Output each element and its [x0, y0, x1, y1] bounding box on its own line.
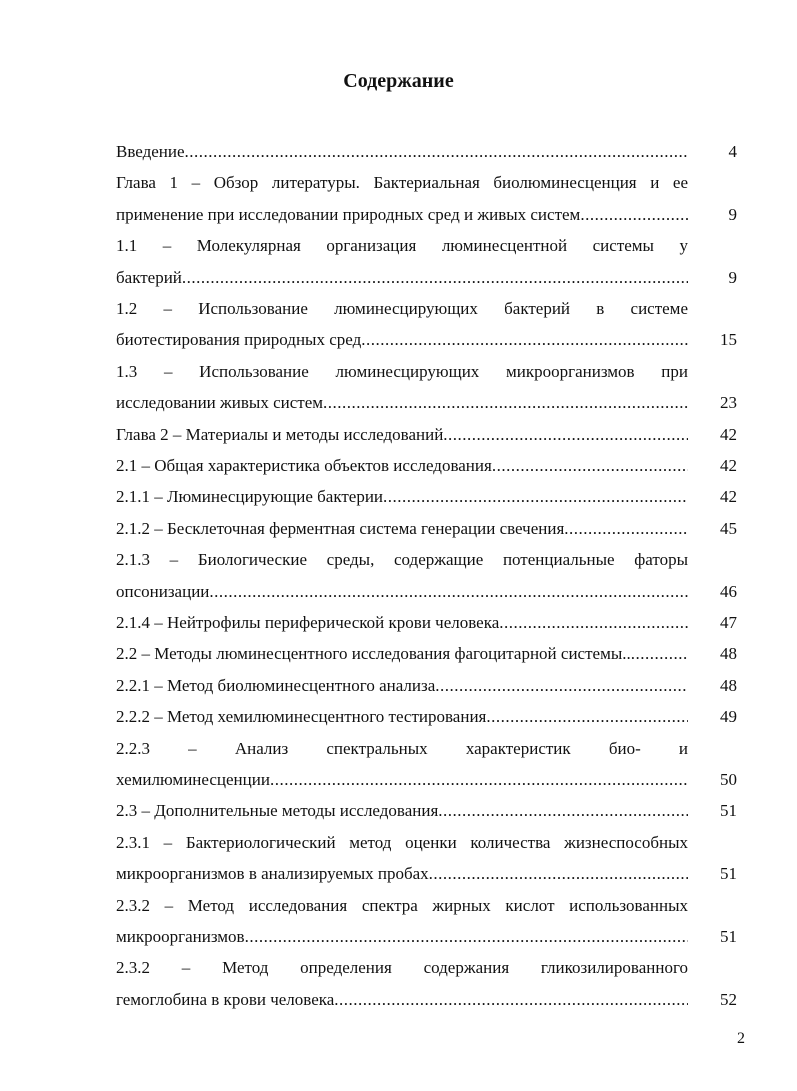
toc-entry-label: гемоглобина в крови человека	[116, 989, 335, 1009]
toc-page-number: 45	[720, 518, 737, 538]
toc-page-number: 51	[720, 801, 737, 821]
toc-entry-text	[116, 517, 688, 541]
toc-entry-text	[116, 674, 688, 698]
toc-page-number: 9	[728, 204, 737, 224]
page-title: Содержание	[343, 70, 454, 92]
dot-leader	[182, 266, 688, 290]
toc-entry-label: Глава 2 – Материалы и методы исследований	[116, 424, 444, 444]
toc-entry-text	[116, 580, 688, 604]
toc-entry-text-continued: 2.3.2 – Метод исследования спектра жирных кислот использованных	[116, 895, 688, 915]
toc-entry-label: 2.2.2 – Метод хемилюминесцентного тестирования	[116, 707, 487, 727]
dot-leader	[270, 768, 688, 792]
toc-entry-text	[116, 485, 688, 509]
toc-entry-text	[116, 862, 688, 886]
toc-page-number: 15	[720, 330, 737, 350]
toc-entry-text-continued: 2.3.1 – Бактериологический метод оценки количества жизнеспособных	[116, 832, 688, 852]
toc-page-number: 42	[720, 424, 737, 444]
toc-entry-text-continued: 2.1.3 – Биологические среды, содержащие потенциальные фаторы	[116, 550, 688, 570]
dot-leader	[361, 328, 688, 352]
dot-leader	[492, 454, 688, 478]
toc-entry-label: микроорганизмов	[116, 927, 245, 946]
toc-page-number: 47	[720, 613, 737, 632]
toc-entry-label: микроорганизмов в анализируемых пробах	[116, 864, 429, 884]
toc-entry-text	[116, 328, 688, 352]
toc-entry-text	[116, 140, 688, 164]
toc-entry-label: 2.2.1 – Метод биолюминесцентного анализа	[116, 675, 436, 695]
toc-entry-label: 2.1.1 – Люминесцирующие бактерии	[116, 487, 384, 507]
toc-entry-label: хемилюминесценции	[116, 770, 270, 789]
toc-page-number: 52	[720, 989, 737, 1009]
toc-entry-text	[116, 203, 688, 227]
toc-entry-text	[116, 391, 688, 415]
toc-entry-label: применение при исследовании природных сред и живых систем	[116, 204, 581, 224]
dot-leader	[580, 203, 688, 227]
toc-entry-label: 2.1.2 – Бесклеточная ферментная система генерации свечения	[116, 518, 565, 538]
toc-entry-text	[116, 768, 688, 792]
toc-page-number: 49	[720, 707, 737, 727]
toc-entry-text-continued: Глава 1 – Обзор литературы. Бактериальная биолюминесценция и ее	[116, 173, 688, 193]
toc-page-number: 50	[720, 770, 737, 789]
toc-entry-label: 2.3 – Дополнительные методы исследования	[116, 801, 439, 821]
dot-leader	[438, 799, 688, 823]
page-number: 2	[737, 1030, 745, 1047]
toc-page-number: 4	[728, 142, 737, 161]
toc-entry-text	[116, 925, 688, 949]
toc-entry-text-continued: 2.2.3 – Анализ спектральных характеристик био- и	[116, 738, 688, 758]
dot-leader	[185, 140, 688, 164]
dot-leader	[323, 391, 688, 415]
toc-entry-text	[116, 611, 688, 635]
toc-entry-label: биотестирования природных сред	[116, 330, 362, 350]
toc-entry-text-continued: 1.2 – Использование люминесцирующих бактерий в системе	[116, 299, 688, 318]
dot-leader	[245, 925, 688, 949]
dot-leader	[443, 423, 688, 447]
dot-leader	[429, 862, 688, 886]
toc-entry-label: 2.2 – Методы люминесцентного исследования фагоцитарной системы..	[116, 644, 631, 664]
dot-leader	[564, 517, 688, 541]
toc-entry-text-continued: 1.1 – Молекулярная организация люминесцентной системы у	[116, 236, 688, 256]
toc-page-number: 48	[720, 675, 737, 695]
toc-entry-text	[116, 988, 688, 1012]
toc-entry-label: опсонизации	[116, 581, 210, 601]
dot-leader	[631, 642, 688, 666]
toc-entry-text	[116, 266, 688, 290]
toc-page-number: 42	[720, 487, 737, 507]
toc-entry-text	[116, 454, 688, 478]
dot-leader	[486, 705, 688, 729]
dot-leader	[435, 674, 688, 698]
toc-entry-text	[116, 642, 688, 666]
dot-leader	[334, 988, 688, 1012]
toc-entry-text-continued: 2.3.2 – Метод определения содержания гликозилированного	[116, 958, 688, 978]
dot-leader	[383, 485, 688, 509]
toc-entry-label: 2.1.4 – Нейтрофилы периферической крови человека	[116, 613, 500, 632]
toc-entry-label: 2.1 – Общая характеристика объектов исследования	[116, 456, 492, 475]
toc-entry-label: бактерий	[116, 267, 182, 287]
toc-entry-text	[116, 799, 688, 823]
dot-leader	[209, 580, 688, 604]
toc-entry-label: исследовании живых систем	[116, 393, 323, 413]
toc-page-number: 23	[720, 393, 737, 413]
toc-page-number: 42	[720, 456, 737, 475]
toc-page-number: 51	[720, 927, 737, 946]
dot-leader	[499, 611, 688, 635]
toc-entry-text	[116, 423, 688, 447]
toc-entry-label: Введение	[116, 142, 185, 161]
toc-entry-text-continued: 1.3 – Использование люминесцирующих микроорганизмов при	[116, 361, 688, 381]
toc-page-number: 48	[720, 644, 737, 664]
toc-page-number: 51	[720, 864, 737, 884]
toc-entry-text	[116, 705, 688, 729]
toc-page-number: 9	[728, 267, 737, 287]
toc-page-number: 46	[720, 581, 737, 601]
